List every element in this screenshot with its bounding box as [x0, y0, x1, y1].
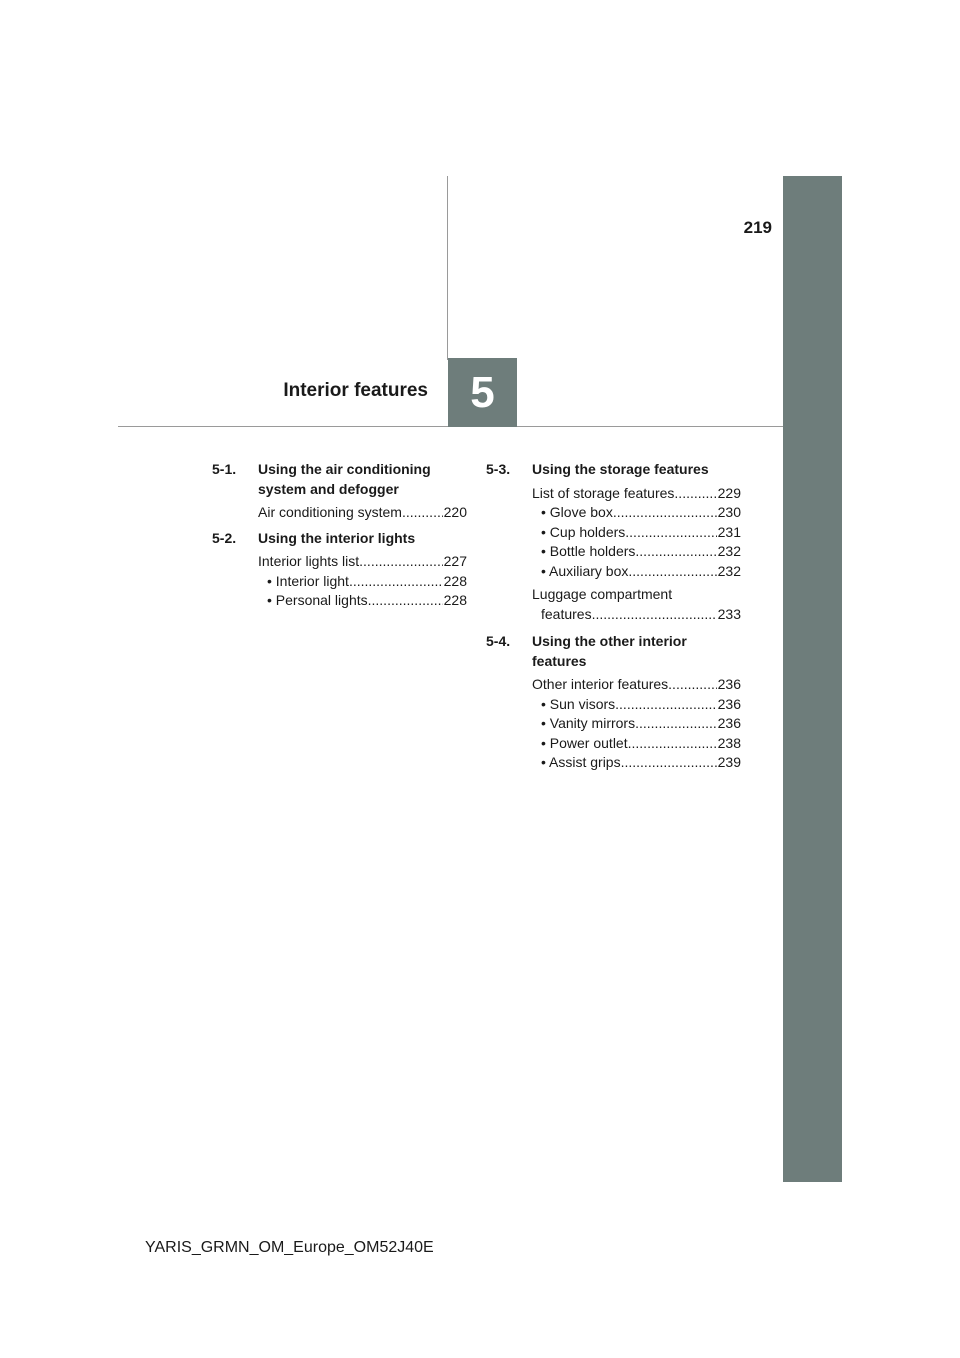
section-title: Using the storage features [532, 461, 709, 477]
leader-dots [615, 695, 716, 715]
entry-page: 232 [717, 562, 741, 579]
entry-text: Interior lights list [258, 553, 360, 569]
chapter-side-tab [783, 176, 842, 1182]
toc-entry[interactable] [532, 585, 741, 624]
entry-text: • Assist grips [541, 754, 621, 770]
leader-dots [628, 562, 716, 582]
toc-sub-entry[interactable] [532, 562, 741, 582]
entry-text: • Power outlet [541, 734, 628, 751]
leader-dots [621, 753, 717, 773]
leader-dots [635, 714, 717, 734]
toc-sub-entry[interactable] [258, 572, 467, 592]
section-number: 5-4. [486, 633, 511, 649]
entry-page: 233 [717, 605, 741, 622]
entry-page: 220 [443, 504, 467, 520]
leader-dots [625, 523, 716, 543]
toc-entry[interactable] [258, 552, 467, 572]
section-number: 5-3. [486, 461, 511, 477]
entry-page: 236 [717, 676, 741, 692]
entry-page: 231 [717, 523, 741, 540]
leader-dots [402, 503, 443, 523]
toc-entries [212, 552, 467, 611]
toc-sub-entry[interactable] [532, 542, 741, 562]
toc-entries [212, 503, 467, 523]
toc-section-5-1 [212, 460, 467, 523]
leader-dots [368, 591, 443, 611]
entry-page: 236 [717, 695, 741, 712]
leader-dots [613, 503, 717, 523]
toc-entry[interactable] [258, 503, 467, 523]
entry-text: Luggage compartment [532, 586, 673, 602]
entry-text: • Interior light [267, 572, 349, 589]
toc-sub-entry[interactable] [532, 734, 741, 754]
entry-text: • Cup holders [541, 523, 626, 540]
entry-text: Other interior features [532, 676, 669, 692]
toc-sub-entry[interactable] [532, 753, 741, 773]
section-number: 5-2. [212, 529, 237, 546]
leader-dots [359, 552, 442, 572]
entry-page: 228 [443, 592, 467, 608]
entry-page: 232 [717, 543, 741, 559]
entry-page: 230 [717, 504, 741, 520]
leader-dots [628, 734, 717, 754]
toc-section-heading[interactable] [486, 632, 741, 671]
entry-page: 239 [717, 754, 741, 770]
toc-entry[interactable] [532, 484, 741, 504]
leader-dots [674, 484, 716, 504]
entry-text: features [541, 605, 592, 622]
toc-left-column [212, 460, 467, 617]
entry-page: 236 [717, 715, 741, 731]
entry-text: Air conditioning system [258, 504, 402, 520]
leader-dots [592, 605, 717, 625]
toc-entries [486, 484, 741, 625]
entry-page: 228 [443, 572, 467, 589]
toc-right-column [486, 460, 741, 779]
toc-sub-entry[interactable] [532, 695, 741, 715]
toc-section-5-2 [212, 529, 467, 611]
toc-section-5-3 [486, 460, 741, 624]
entry-text: • Sun visors [541, 695, 616, 712]
leader-dots [668, 675, 716, 695]
header-vertical-rule [447, 176, 448, 360]
toc-section-heading[interactable] [486, 460, 741, 480]
entry-continuation [532, 605, 741, 625]
entry-page: 238 [717, 734, 741, 751]
entry-text: • Personal lights [267, 592, 368, 608]
toc-sub-entry[interactable] [532, 523, 741, 543]
section-title: Using the other interior features [532, 633, 687, 669]
chapter-number-box: 5 [448, 358, 517, 427]
toc-section-5-4 [486, 632, 741, 773]
entry-text: • Glove box [541, 504, 613, 520]
chapter-title: Interior features [283, 380, 428, 401]
leader-dots [635, 542, 716, 562]
toc-section-heading[interactable] [212, 529, 467, 549]
entry-text: • Vanity mirrors [541, 715, 636, 731]
toc-sub-entry[interactable] [532, 714, 741, 734]
entry-text: • Auxiliary box [541, 562, 629, 579]
toc-section-heading[interactable] [212, 460, 467, 499]
toc-entry[interactable] [532, 675, 741, 695]
leader-dots [349, 572, 443, 592]
page-number: 219 [743, 218, 772, 237]
toc-entries [486, 675, 741, 773]
section-title: Using the air conditioning system and defogger [258, 461, 431, 497]
section-title: Using the interior lights [258, 529, 416, 546]
document-footer-code: YARIS_GRMN_OM_Europe_OM52J40E [145, 1239, 434, 1256]
entry-page: 229 [717, 484, 741, 501]
section-number: 5-1. [212, 461, 237, 477]
toc-sub-entry[interactable] [258, 591, 467, 611]
toc-sub-entry[interactable] [532, 503, 741, 523]
entry-page: 227 [443, 553, 467, 569]
entry-text: List of storage features [532, 484, 675, 501]
entry-text: • Bottle holders [541, 543, 636, 559]
